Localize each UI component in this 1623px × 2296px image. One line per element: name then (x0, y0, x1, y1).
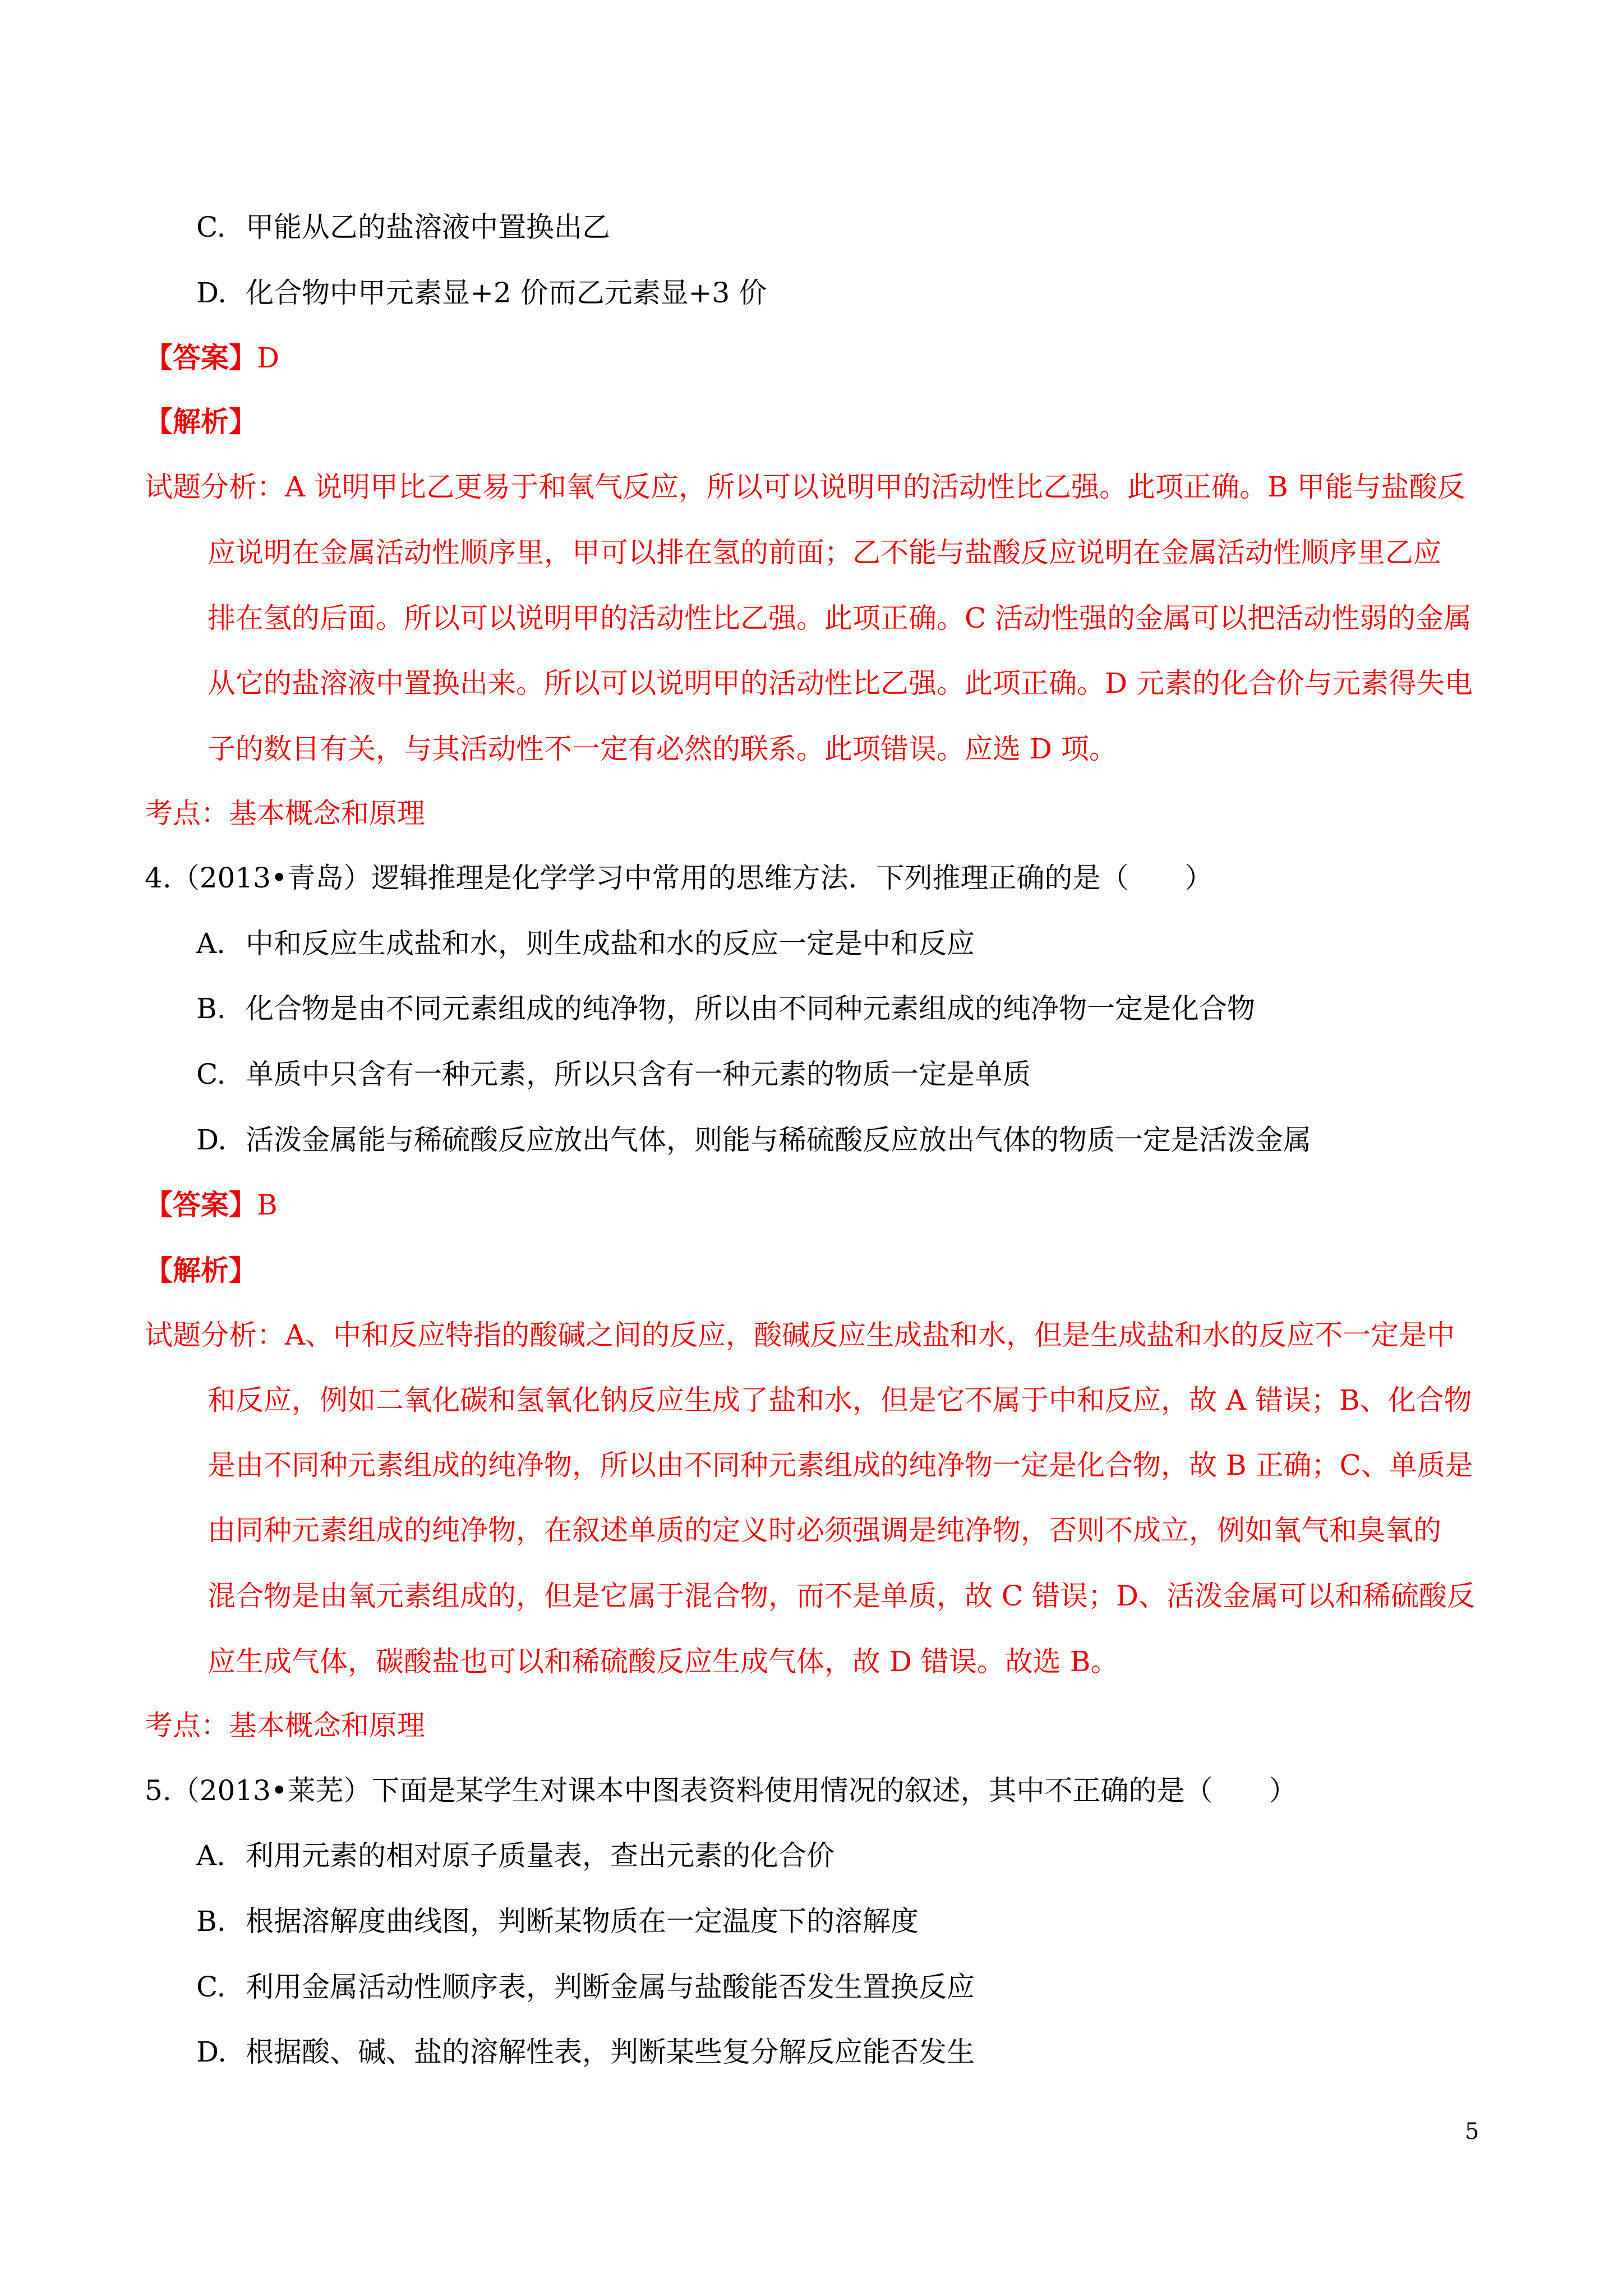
q4-option-b-letter: B. (196, 992, 226, 1025)
q3-answer-value: D (257, 342, 280, 374)
q4-kaodian: 考点：基本概念和原理 (145, 1709, 425, 1742)
q4-option-d-letter: D. (196, 1124, 227, 1156)
q3-analysis-line-3: 排在氢的后面。所以可以说明甲的活动性比乙强。此项正确。C 活动性强的金属可以把活动性弱的金属 (208, 602, 1472, 634)
q4-option-b-text: 化合物是由不同元素组成的纯净物，所以由不同种元素组成的纯净物一定是化合物 (246, 992, 1255, 1025)
q5-option-a (196, 1839, 834, 1872)
q4-answer-label: 【答案】 (145, 1188, 257, 1221)
q4-option-b (196, 992, 1255, 1025)
q3-option-d-letter: D. (196, 277, 227, 309)
q3-analysis-line-5: 子的数目有关，与其活动性不一定有必然的联系。此项错误。应选 D 项。 (208, 733, 1117, 765)
q3-option-c (196, 210, 610, 244)
q3-analysis-line-1: 试题分析：A 说明甲比乙更易于和氧气反应，所以可以说明甲的活动性比乙强。此项正确。B 甲能与盐酸反 (145, 471, 1465, 503)
q5-option-b-text: 根据溶解度曲线图，判断某物质在一定温度下的溶解度 (246, 1905, 919, 1938)
q3-option-c-text: 甲能从乙的盐溶液中置换出乙 (246, 211, 610, 243)
q3-analysis-line-2: 应说明在金属活动性顺序里，甲可以排在氢的前面；乙不能与盐酸反应说明在金属活动性顺序里乙应 (208, 536, 1441, 569)
q4-analysis-line-5: 混合物是由氧元素组成的，但是它属于混合物，而不是单质，故 C 错误；D、活泼金属可以和稀硫酸反 (208, 1580, 1476, 1612)
q3-option-d-text: 化合物中甲元素显+2 价而乙元素显+3 价 (246, 277, 767, 309)
q5-option-c (196, 1970, 975, 2004)
q5-option-d-text: 根据酸、碱、盐的溶解性表，判断某些复分解反应能否发生 (246, 2036, 975, 2068)
q4-analysis-label: 【解析】 (145, 1254, 257, 1287)
q5-stem: 5.（2013•莱芜）下面是某学生对课本中图表资料使用情况的叙述，其中不正确的是（ ） (145, 1774, 1297, 1807)
q4-analysis-line-4: 由同种元素组成的纯净物，在叙述单质的定义时必须强调是纯净物，否则不成立，例如氧气和臭氧的 (208, 1514, 1441, 1547)
q4-analysis-line-3: 是由不同种元素组成的纯净物，所以由不同种元素组成的纯净物一定是化合物，故 B 正确；C、单质是 (208, 1449, 1473, 1481)
q4-option-a-letter: A. (196, 927, 226, 960)
q3-answer (145, 341, 279, 375)
q5-option-a-letter: A. (196, 1839, 226, 1872)
q4-analysis-line-6: 应生成气体，碳酸盐也可以和稀硫酸反应生成气体，故 D 错误。故选 B。 (208, 1645, 1119, 1678)
q3-analysis-label: 【解析】 (145, 405, 257, 438)
q3-answer-label: 【答案】 (145, 341, 257, 374)
q5-option-c-letter: C. (196, 1971, 226, 2003)
q4-option-d-text: 活泼金属能与稀硫酸反应放出气体，则能与稀硫酸反应放出气体的物质一定是活泼金属 (246, 1124, 1311, 1156)
q5-option-d-letter: D. (196, 2036, 227, 2068)
q3-kaodian: 考点：基本概念和原理 (145, 797, 425, 830)
q4-answer (145, 1188, 278, 1222)
q4-analysis-line-2: 和反应，例如二氧化碳和氢氧化钠反应生成了盐和水，但是它不属于中和反应，故 A 错误；B、化合物 (208, 1384, 1472, 1416)
q5-option-b (196, 1904, 919, 1938)
q4-stem: 4.（2013•青岛）逻辑推理是化学学习中常用的思维方法．下列推理正确的是（ ） (145, 862, 1213, 894)
q4-option-a (196, 927, 975, 960)
q4-option-c-letter: C. (196, 1058, 226, 1091)
q5-option-d (196, 2035, 975, 2069)
q3-option-c-letter: C. (196, 211, 226, 243)
q5-option-b-letter: B. (196, 1905, 226, 1938)
q4-option-c (196, 1057, 1031, 1091)
q4-analysis-line-1: 试题分析：A、中和反应特指的酸碱之间的反应，酸碱反应生成盐和水，但是生成盐和水的反应不一定是中 (145, 1319, 1455, 1351)
q3-analysis-line-4: 从它的盐溶液中置换出来。所以可以说明甲的活动性比乙强。此项正确。D 元素的化合价与元素得失电 (208, 667, 1473, 700)
page-number: 5 (1465, 2119, 1479, 2145)
q4-answer-value: B (257, 1189, 278, 1221)
q5-option-a-text: 利用元素的相对原子质量表，查出元素的化合价 (246, 1839, 834, 1872)
q4-option-d (196, 1123, 1311, 1157)
q3-option-d (196, 276, 767, 310)
q4-option-c-text: 单质中只含有一种元素，所以只含有一种元素的物质一定是单质 (246, 1058, 1031, 1091)
q5-option-c-text: 利用金属活动性顺序表，判断金属与盐酸能否发生置换反应 (246, 1971, 975, 2003)
q4-option-a-text: 中和反应生成盐和水，则生成盐和水的反应一定是中和反应 (246, 927, 975, 960)
